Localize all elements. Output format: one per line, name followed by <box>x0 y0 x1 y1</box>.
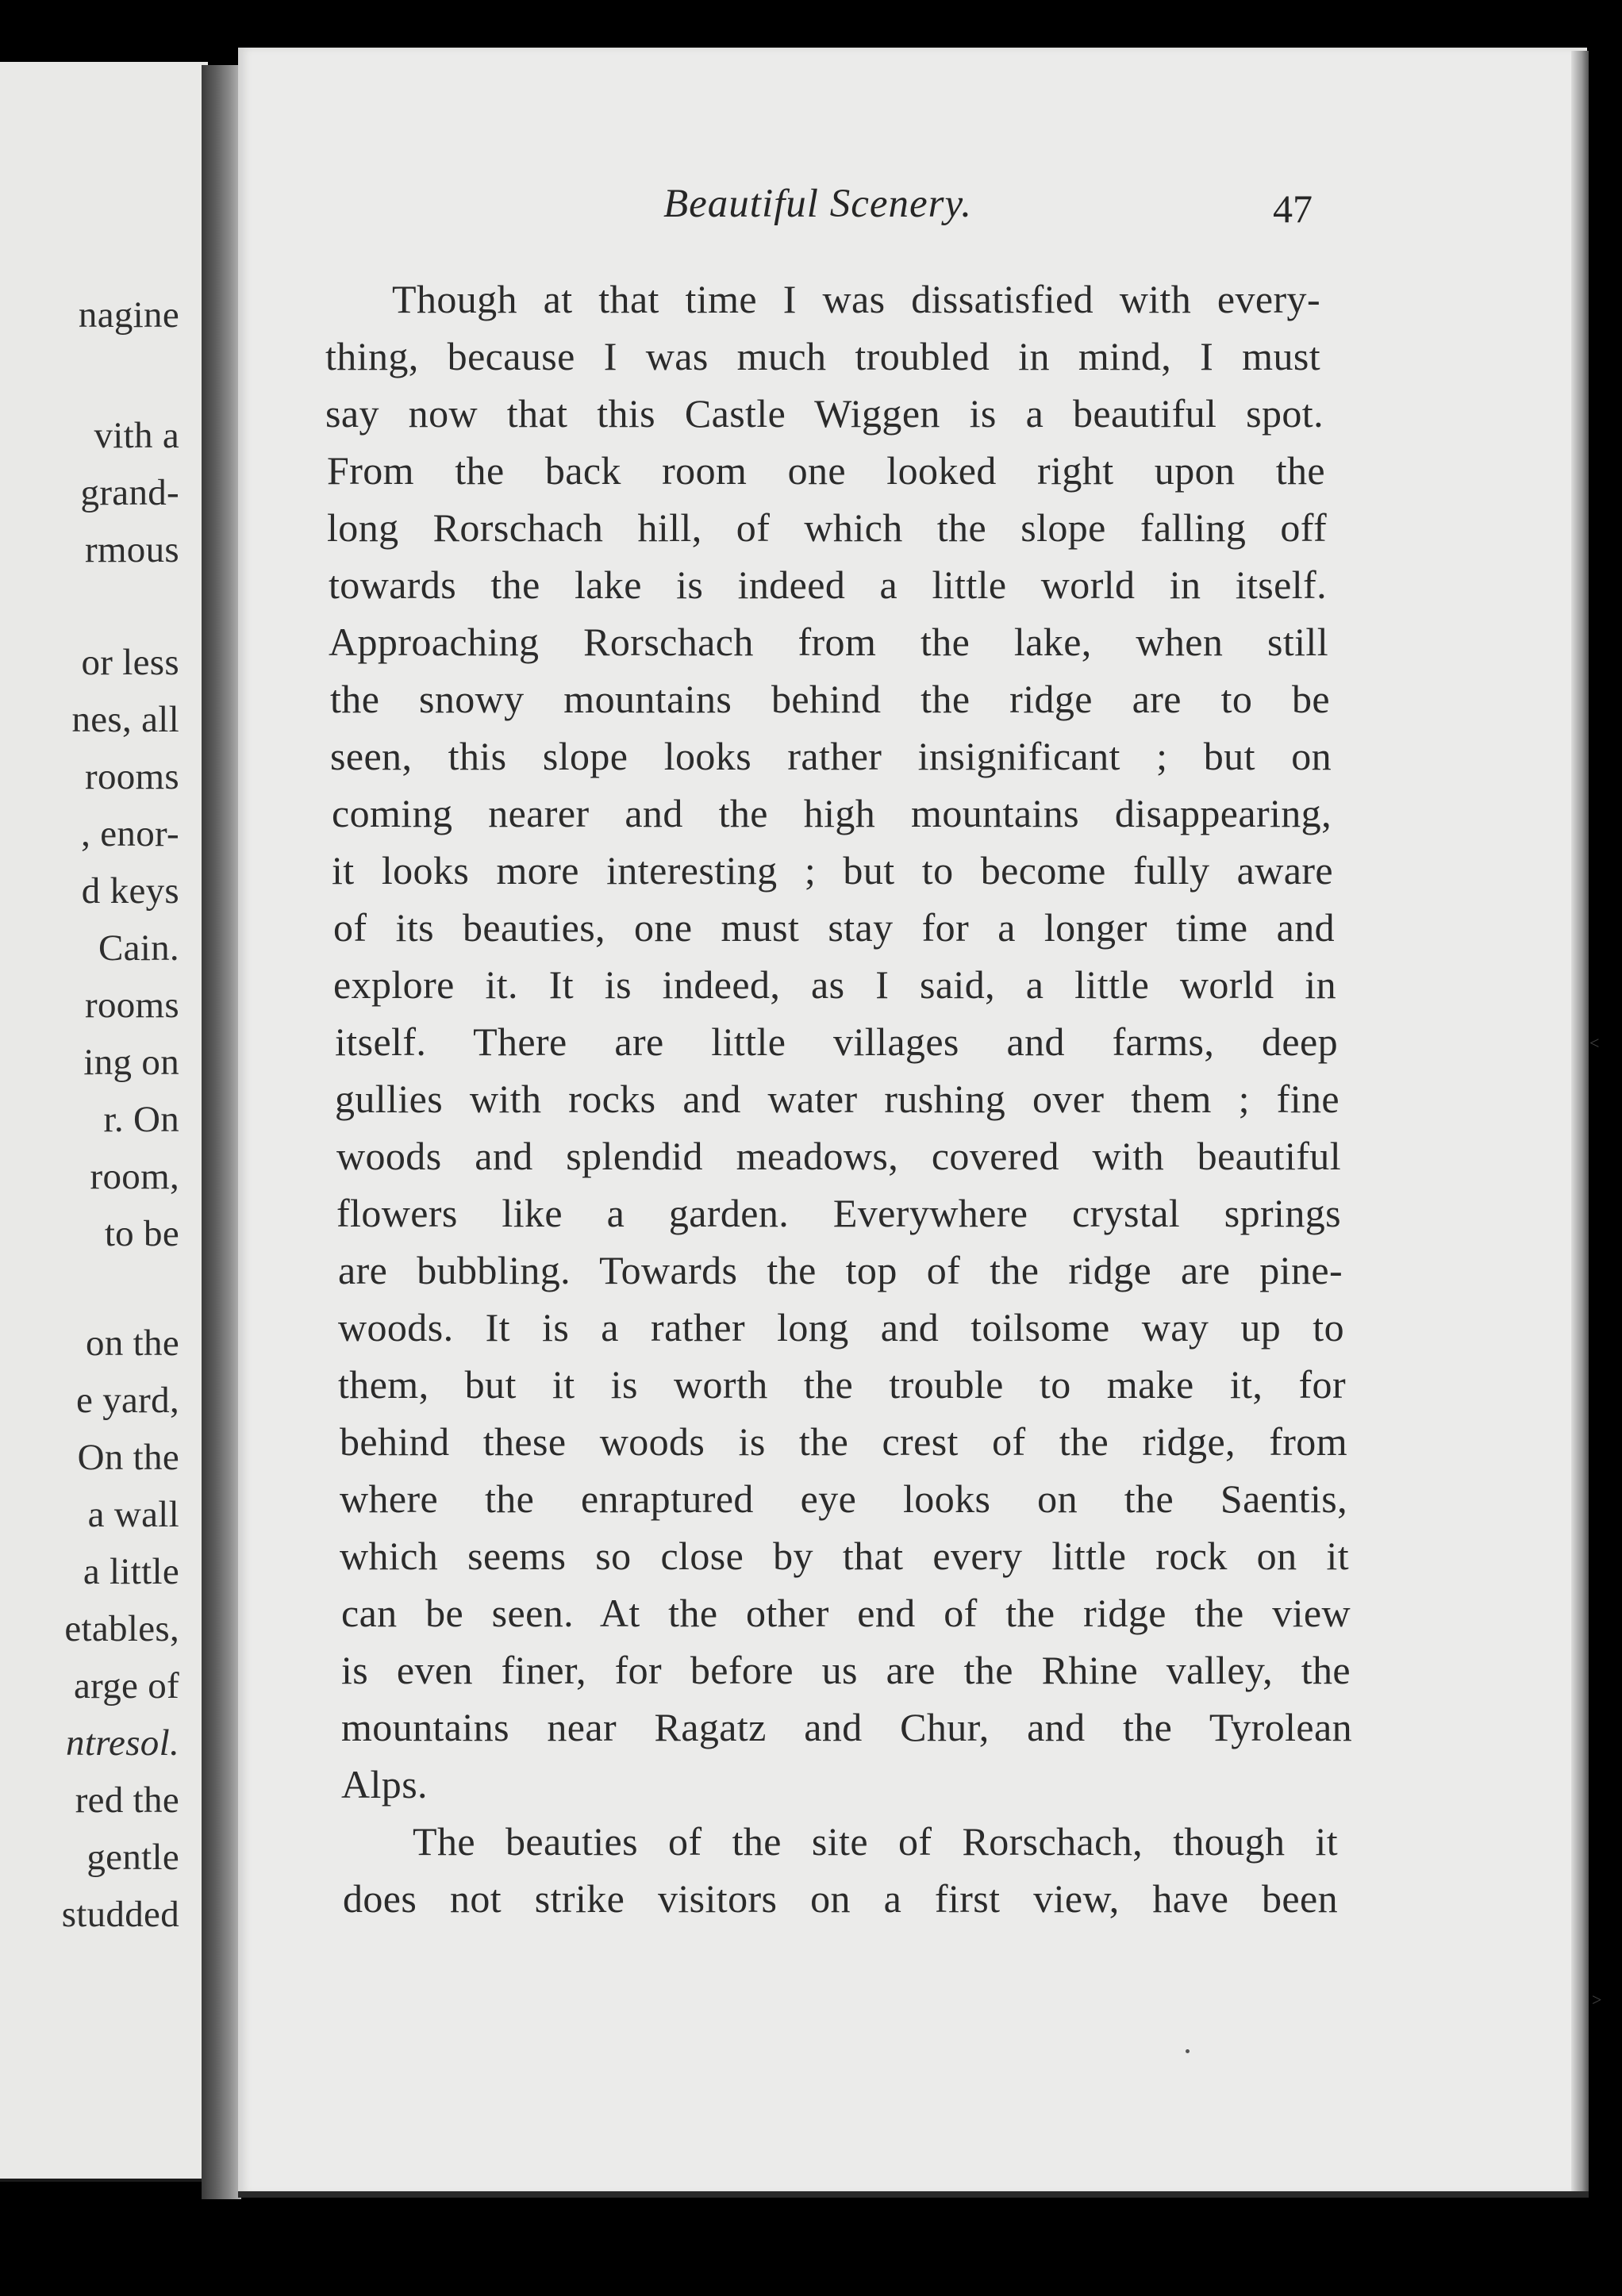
left-page-line: red the <box>75 1780 179 1821</box>
text-line: gullies with rocks and water rushing over them ; fine <box>335 1077 1339 1121</box>
left-page-line: On the <box>77 1437 179 1478</box>
text-line: say now that this Castle Wiggen is a beautiful spot. <box>325 391 1324 436</box>
left-page-line: arge of <box>73 1665 179 1707</box>
text-line: Though at that time I was dissatisfied with every- <box>392 277 1320 321</box>
text-line: of its beauties, one must stay for a longer time and <box>333 905 1335 950</box>
text-line: The beauties of the site of Rorschach, though it <box>413 1819 1338 1864</box>
text-line: woods and splendid meadows, covered with beautiful <box>336 1134 1341 1178</box>
page-number: 47 <box>1273 186 1313 231</box>
page-edge <box>1571 51 1589 2193</box>
left-page-line: e yard, <box>76 1380 179 1421</box>
left-page-line: room, <box>90 1156 179 1197</box>
text-line: them, but it is worth the trouble to make it, for <box>338 1362 1346 1407</box>
left-page-line: nes, all <box>71 699 179 740</box>
left-page-line: d keys <box>81 870 179 912</box>
left-page-line: ntresol. <box>66 1722 179 1764</box>
left-page-line: rooms <box>85 756 179 797</box>
left-page-line: Cain. <box>98 927 179 969</box>
left-page-line: or less <box>81 642 179 683</box>
book-gutter <box>202 65 241 2199</box>
text-line: explore it. It is indeed, as I said, a little world in <box>333 962 1336 1007</box>
left-page-line: a little <box>83 1551 179 1592</box>
text-line: does not strike visitors on a first view, have been <box>343 1876 1338 1921</box>
text-line: mountains near Ragatz and Chur, and the Tyrolean <box>341 1705 1352 1749</box>
left-page-line: on the <box>86 1323 179 1364</box>
left-page-line: vith a <box>94 415 179 456</box>
text-line: flowers like a garden. Everywhere crystal springs <box>336 1191 1341 1235</box>
left-page-line: studded <box>61 1894 179 1935</box>
text-line: coming nearer and the high mountains disappearing, <box>332 791 1332 835</box>
text-line: is even finer, for before us are the Rhine valley, the <box>341 1648 1351 1692</box>
text-line: long Rorschach hill, of which the slope falling off <box>327 505 1327 550</box>
left-page-line: rooms <box>85 985 179 1026</box>
edge-mark: > <box>1592 1990 1602 2010</box>
left-page-line: nagine <box>78 294 179 336</box>
text-line: thing, because I was much troubled in mind, I must <box>325 334 1320 378</box>
left-page-line: etables, <box>64 1608 179 1649</box>
text-line: are bubbling. Towards the top of the ridge are pine- <box>338 1248 1343 1292</box>
page-bottom-edge <box>238 2191 1589 2198</box>
edge-mark: < <box>1589 1033 1600 1053</box>
left-page-line: a wall <box>87 1494 179 1535</box>
left-page-line: gentle <box>86 1837 179 1878</box>
text-line: it looks more interesting ; but to become fully aware <box>332 848 1333 893</box>
left-page <box>0 62 208 2182</box>
left-page-line: ing on <box>83 1042 179 1083</box>
text-line: Approaching Rorschach from the lake, when still <box>329 620 1328 664</box>
left-page-line: rmous <box>85 529 179 570</box>
text-line: Alps. <box>341 1762 428 1806</box>
left-page-line: grand- <box>80 472 179 513</box>
text-line: woods. It is a rather long and toilsome way up to <box>338 1305 1344 1350</box>
text-line: itself. There are little villages and farms, deep <box>335 1019 1338 1064</box>
text-line: towards the lake is indeed a little world in itself. <box>329 562 1327 607</box>
text-line: seen, this slope looks rather insignificant ; but on <box>330 734 1332 778</box>
left-page-line: , enor- <box>81 813 179 854</box>
text-line: From the back room one looked right upon the <box>327 448 1325 493</box>
text-line: can be seen. At the other end of the ridge the view <box>341 1591 1351 1635</box>
text-line: behind these woods is the crest of the ridge, from <box>340 1419 1347 1464</box>
text-line: where the enraptured eye looks on the Saentis, <box>340 1476 1347 1521</box>
left-page-line: r. On <box>103 1099 179 1140</box>
running-head: Beautiful Scenery. <box>663 182 973 226</box>
text-line: the snowy mountains behind the ridge are to be <box>330 677 1330 721</box>
left-page-line: to be <box>104 1213 179 1254</box>
text-line: which seems so close by that every little rock on it <box>340 1534 1349 1578</box>
paper-speck <box>1186 2049 1190 2053</box>
